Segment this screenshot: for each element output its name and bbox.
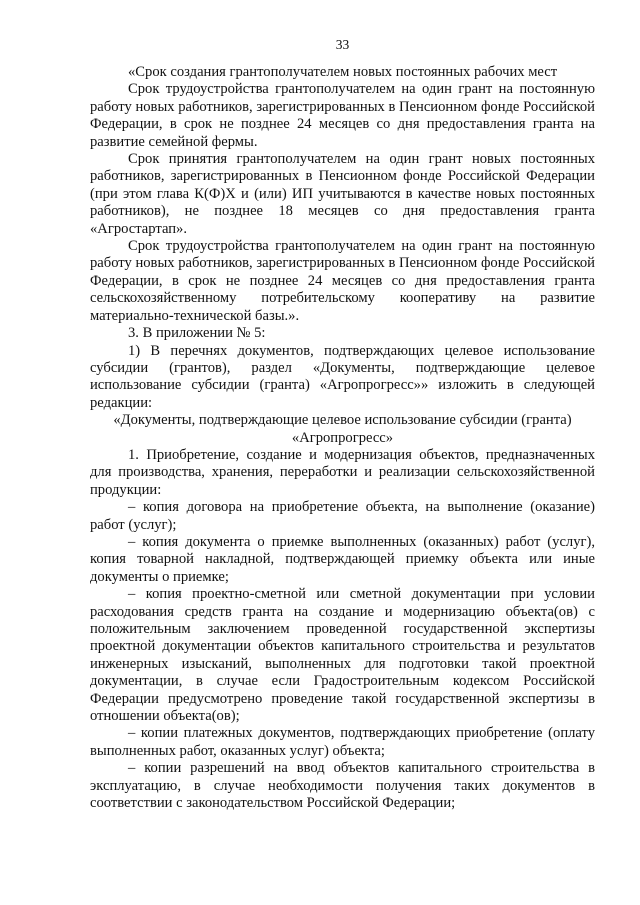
list-item-payment-documents: – копии платежных документов, подтверждающих приобретение (оплату выполненных работ, оказанных услуг) объекта;: [90, 725, 595, 759]
list-item-commissioning-permits: – копии разрешений на ввод объектов капитального строительства в эксплуатацию, в случае необходимости получения таких документов в соответствии с законодательством Российской Федерации;: [90, 760, 595, 812]
paragraph-agrostartup-term: Срок принятия грантополучателем на один грант новых постоянных работников, зарегистрированных в Пенсионном фонде Российской Федерации (при этом глава К(Ф)Х и (или) ИП учитываются в качестве новых постоянных работников), не позднее 18 месяцев со дня предоставления гранта «Агростартап».: [90, 151, 595, 237]
document-body: [90, 64, 595, 812]
paragraph-amendment-1: 1) В перечнях документов, подтверждающих целевое использование субсидии (грантов), раздел «Документы, подтверждающие целевое использование субсидии (гранта) «Агропрогресс»» изложить в следующей редакции:: [90, 342, 595, 411]
paragraph-item-1: 1. Приобретение, создание и модернизация объектов, предназначенных для производства, хранения, переработки и реализации сельскохозяйственной продукции:: [90, 446, 595, 498]
paragraph-section-heading: «Срок создания грантополучателем новых постоянных рабочих мест: [128, 64, 558, 80]
list-item-contract-copy: – копия договора на приобретение объекта, на выполнение (оказание) работ (услуг);: [90, 499, 595, 533]
page-number: 33: [335, 37, 350, 52]
paragraph-cooperative-term: Срок трудоустройства грантополучателем на один грант на постоянную работу новых работников, зарегистрированных в Пенсионном фонде Российской Федерации, в срок не позднее 24 месяцев со дня предоставления гранта сельскохозяйственному потребительскому кооперативу на развитие материально-технической базы.».: [90, 238, 595, 324]
paragraph-appendix-5: 3. В приложении № 5:: [128, 325, 266, 342]
paragraph-family-farm-term: Срок трудоустройства грантополучателем на один грант на постоянную работу новых работников, зарегистрированных в Пенсионном фонде Российской Федерации, в срок не позднее 24 месяцев со дня предоставления гранта на развитие семейной фермы.: [90, 81, 595, 150]
section-title-documents: «Документы, подтверждающие целевое использование субсидии (гранта) «Агропрогресс»: [113, 412, 572, 446]
list-item-design-documentation: – копия проектно-сметной или сметной документации при условии расходования средств гранта на создание и модернизацию объекта(ов) с положительным заключением проведенной государственной экспертизы проектной документации объектов капитального строительства и результатов инженерных изысканий, выполненных для подготовки такой проектной документации, в случае если Градостроительным кодексом Российской Федерации предусмотрено проведение такой государственной экспертизы в отношении объекта(ов);: [90, 586, 595, 725]
list-item-acceptance-document: – копия документа о приемке выполненных (оказанных) работ (услуг), копия товарной накладной, подтверждающей приемку объекта или иные документы о приемке;: [90, 533, 595, 585]
